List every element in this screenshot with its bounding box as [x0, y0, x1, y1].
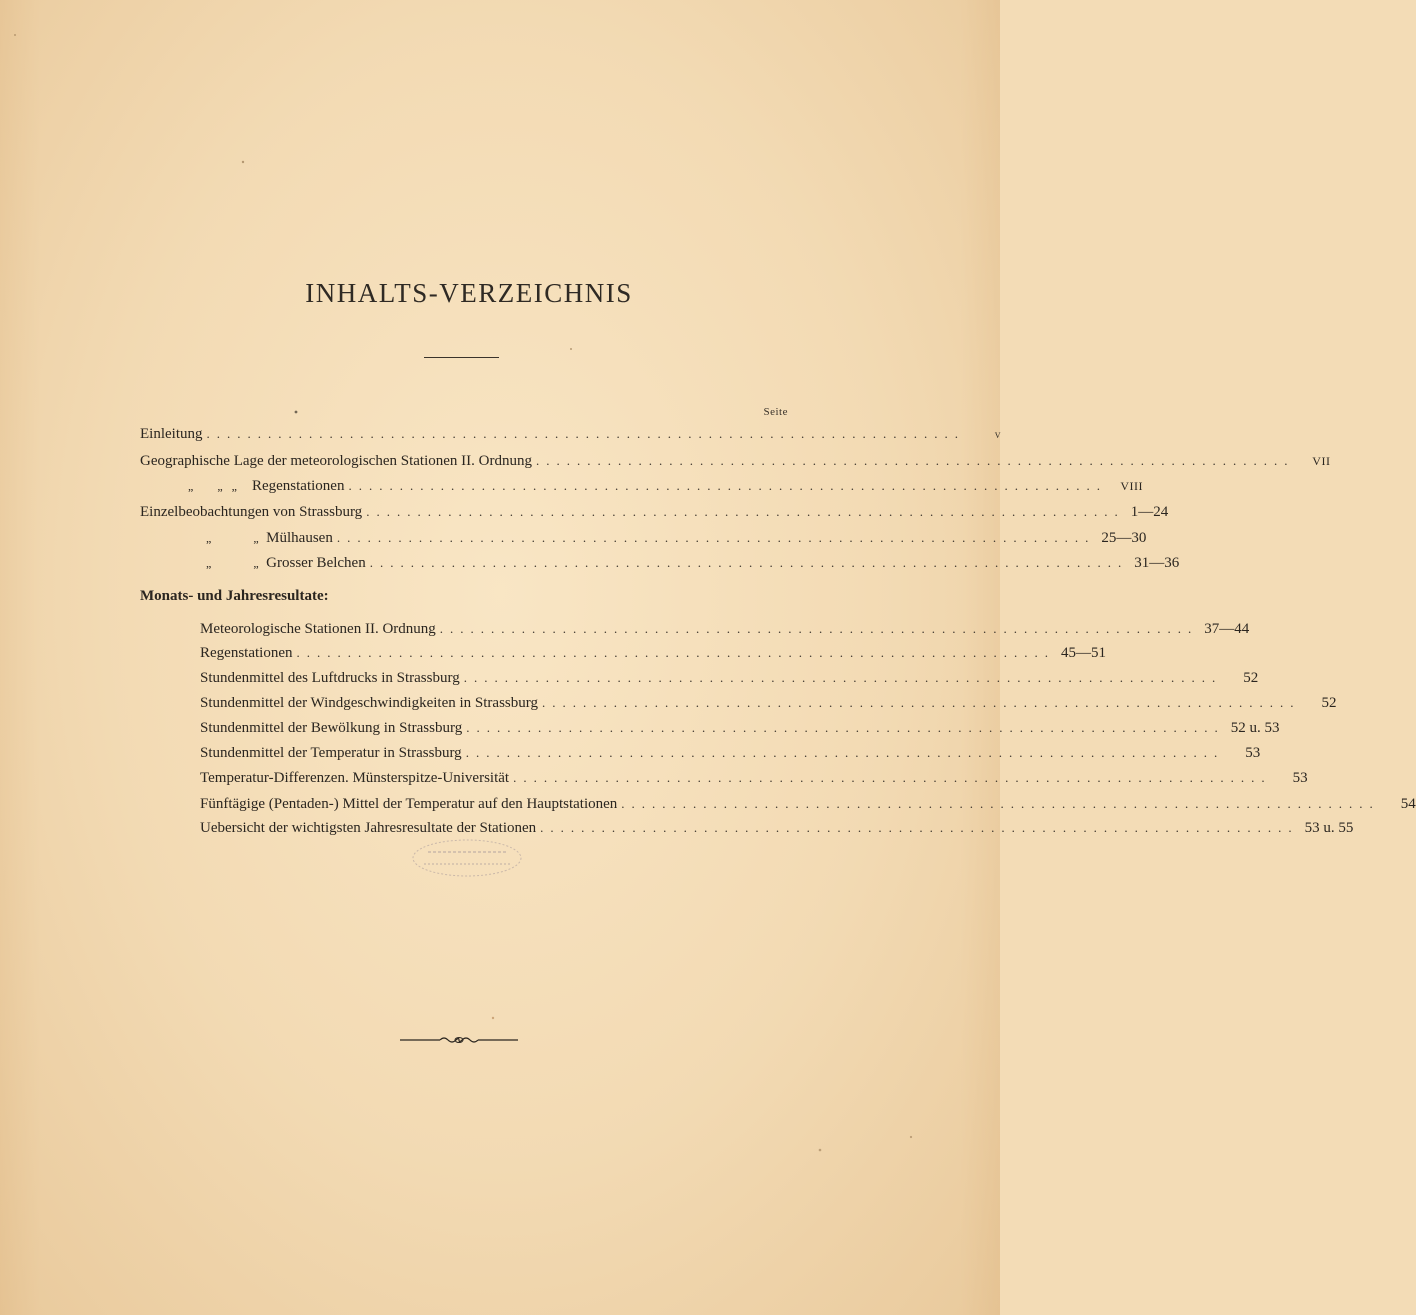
toc-entry-label-group [140, 530, 333, 547]
toc-entry-page: 45—51 [1060, 645, 1106, 661]
toc-entry [200, 745, 1261, 769]
toc-entry [200, 695, 1337, 719]
toc-entry-label: Fünftägige (Pentaden-) Mittel der Temperatur auf den Hauptstationen [200, 796, 618, 812]
column-header-seite: Seite [763, 406, 788, 418]
toc-entry-page: 52 [1321, 695, 1337, 711]
toc-entry [140, 426, 1001, 450]
dot-leader: .......................................................................... [540, 820, 1299, 835]
toc-entry-label: Mülhausen [266, 530, 333, 546]
toc-entry-label-group [140, 478, 344, 495]
ditto-marks: „ „ [206, 531, 259, 545]
toc-entry-label: Regenstationen [200, 645, 293, 661]
toc-entry-label: Meteorologische Stationen II. Ordnung [200, 621, 436, 637]
toc-entry-label: Temperatur-Differenzen. Münsterspitze-Universität [200, 770, 510, 786]
toc-entry [200, 670, 1259, 694]
toc-entry-page: 52 [1243, 670, 1259, 686]
dot-leader: .......................................................................... [513, 770, 1272, 785]
toc-entry-page: 53 u. 55 [1304, 820, 1354, 836]
dot-leader: .......................................................................... [336, 530, 1096, 545]
dot-leader: .......................................................................... [369, 555, 1129, 570]
toc-entry-page: 37—44 [1204, 621, 1250, 637]
toc-entry-label: Einleitung [140, 426, 203, 442]
toc-entry-page: VII [1312, 454, 1331, 468]
toc-entry [140, 530, 1147, 554]
toc-entry-label: Stundenmittel des Luftdrucks in Strassburg [200, 670, 460, 686]
toc-entry-label: Regenstationen [251, 478, 345, 494]
dot-leader: .......................................................................... [535, 453, 1295, 468]
dot-leader: .......................................................................... [366, 504, 1125, 519]
toc-entry [140, 555, 1180, 579]
dot-leader: .......................................................................... [348, 478, 1107, 493]
title-rule [424, 357, 499, 358]
toc-entry-page: 25—30 [1101, 530, 1147, 546]
toc-entry-page: 1—24 [1130, 504, 1169, 520]
toc-entry-label: Stundenmittel der Bewölkung in Strassburg [200, 720, 463, 736]
toc-entry-label: Stundenmittel der Windgeschwindigkeiten in Strassburg [200, 695, 538, 711]
toc-entry [200, 720, 1280, 744]
toc-entry-page: v [994, 427, 1001, 441]
toc-entry-label: Geographische Lage der meteorologischen Stationen II. Ordnung [140, 453, 532, 469]
toc-entry-page: VIII [1120, 479, 1143, 493]
toc-entry-page: 53 [1292, 770, 1308, 786]
dot-leader: .......................................................................... [541, 695, 1301, 710]
toc-entry-page: 52 u. 53 [1230, 720, 1280, 736]
toc-entry-label: Uebersicht der wichtigsten Jahresresultate der Stationen [200, 820, 537, 836]
toc-entry [140, 504, 1169, 528]
toc-entry-label: Stundenmittel der Temperatur in Strassburg [200, 745, 462, 761]
dot-leader: .......................................................................... [206, 426, 965, 441]
toc-entry [140, 453, 1331, 477]
toc-entry-page: 54 [1400, 796, 1416, 812]
dot-leader: .......................................................................... [439, 621, 1199, 636]
ditto-marks: „ „ „ [188, 479, 237, 493]
toc-entry [200, 621, 1250, 645]
dot-leader: .......................................................................... [296, 645, 1055, 660]
dot-leader: .......................................................................... [466, 720, 1225, 735]
ornament-divider [400, 1032, 518, 1048]
toc-entry-label-group [140, 555, 366, 572]
toc-entry-page: 31—36 [1134, 555, 1180, 571]
page-title: INHALTS-VERZEICHNIS [305, 278, 633, 308]
toc-entry-page: 53 [1245, 745, 1261, 761]
toc-entry-label: Grosser Belchen [266, 555, 366, 571]
dot-leader: .......................................................................... [463, 670, 1223, 685]
toc-entry [200, 796, 1416, 820]
toc-entry-label: Einzelbeobachtungen von Strassburg [140, 504, 363, 520]
toc-entry [140, 478, 1143, 502]
toc-entry [200, 770, 1308, 794]
toc-entry [200, 645, 1106, 669]
dot-leader: .......................................................................... [465, 745, 1225, 760]
section-heading: Monats- und Jahresresultate: [140, 588, 329, 604]
dot-leader: .......................................................................... [621, 796, 1380, 811]
library-stamp [410, 836, 525, 880]
ditto-marks: „ „ [206, 556, 259, 570]
